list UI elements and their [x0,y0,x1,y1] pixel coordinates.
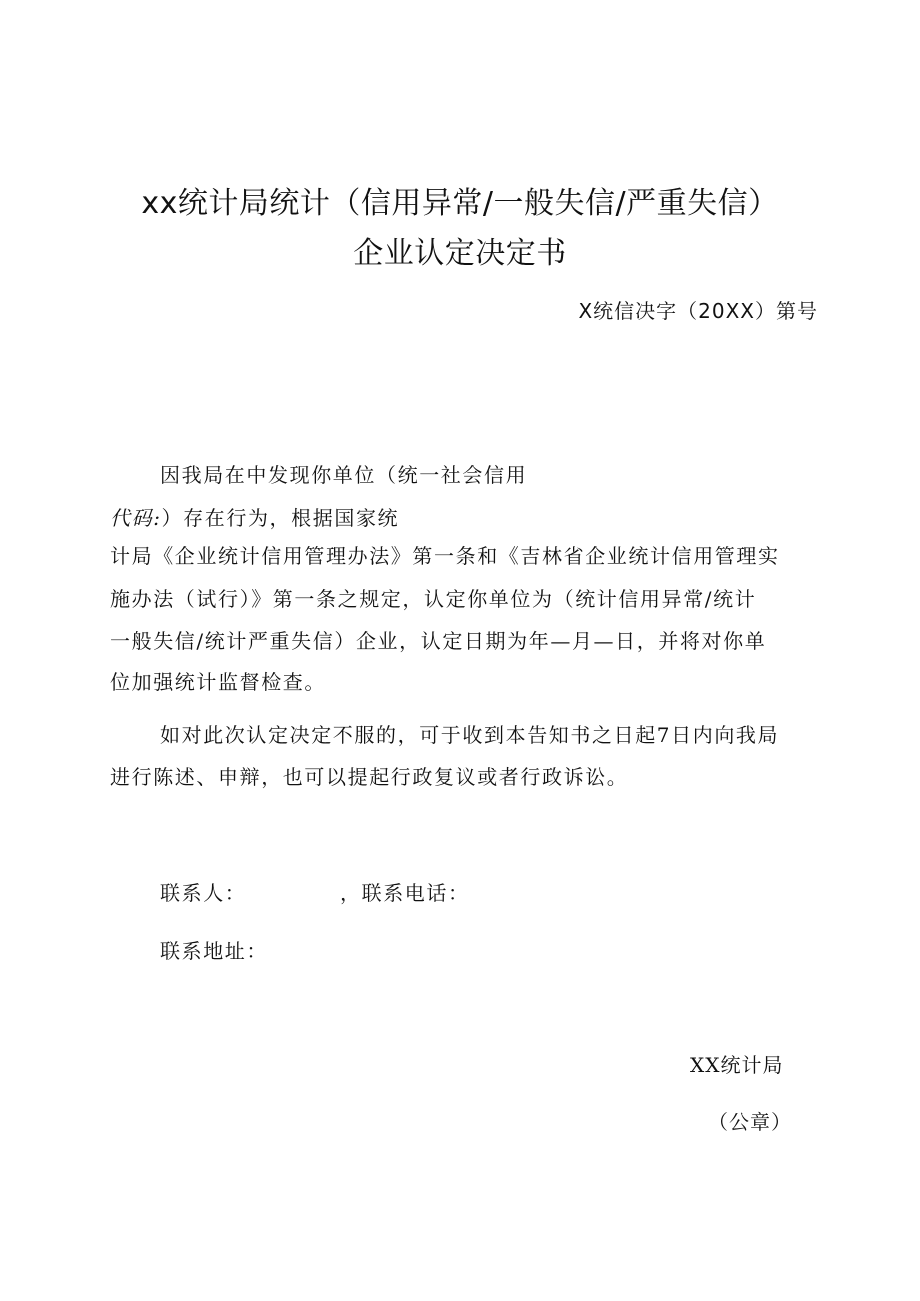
paragraph-1-line-5: 一般失信/统计严重失信）企业，认定日期为年—月—日，并将对你单 [110,629,767,653]
issuing-organization: XX统计局 [690,1053,784,1077]
paragraph-1-line-6: 位加强统计监督检查。 [110,670,326,694]
document-number: X统信决字（20XX）第号 [578,299,818,323]
paragraph-2-line-2: 进行陈述、申辩，也可以提起行政复议或者行政诉讼。 [110,765,629,789]
contact-person-label: 联系人： [160,881,247,905]
contact-address-label: 联系地址： [160,939,268,963]
paragraph-1-line-3: 计局《企业统计信用管理办法》第一条和《吉林省企业统计信用管理实 [110,544,780,568]
document-title-line-1: xx统计局统计（信用异常/一般失信/严重失信） [141,186,779,221]
paragraph-1-line-2-text: ）存在行为，根据国家统 [161,506,400,530]
paragraph-2-line-1: 如对此次认定决定不服的，可于收到本告知书之日起7日内向我局 [160,723,780,747]
document-title-line-2: 企业认定决定书 [353,236,567,271]
contact-phone-label: ，联系电话： [340,881,470,905]
official-seal-label: （公章） [708,1110,792,1134]
paragraph-1-line-2 [110,504,399,532]
credit-code-label: 代码: [110,506,162,530]
paragraph-1-line-1: 因我局在中发现你单位（统一社会信用 [160,463,528,487]
paragraph-1-line-4: 施办法（试行）》第一条之规定，认定你单位为（统计信用异常/统计 [110,587,757,611]
